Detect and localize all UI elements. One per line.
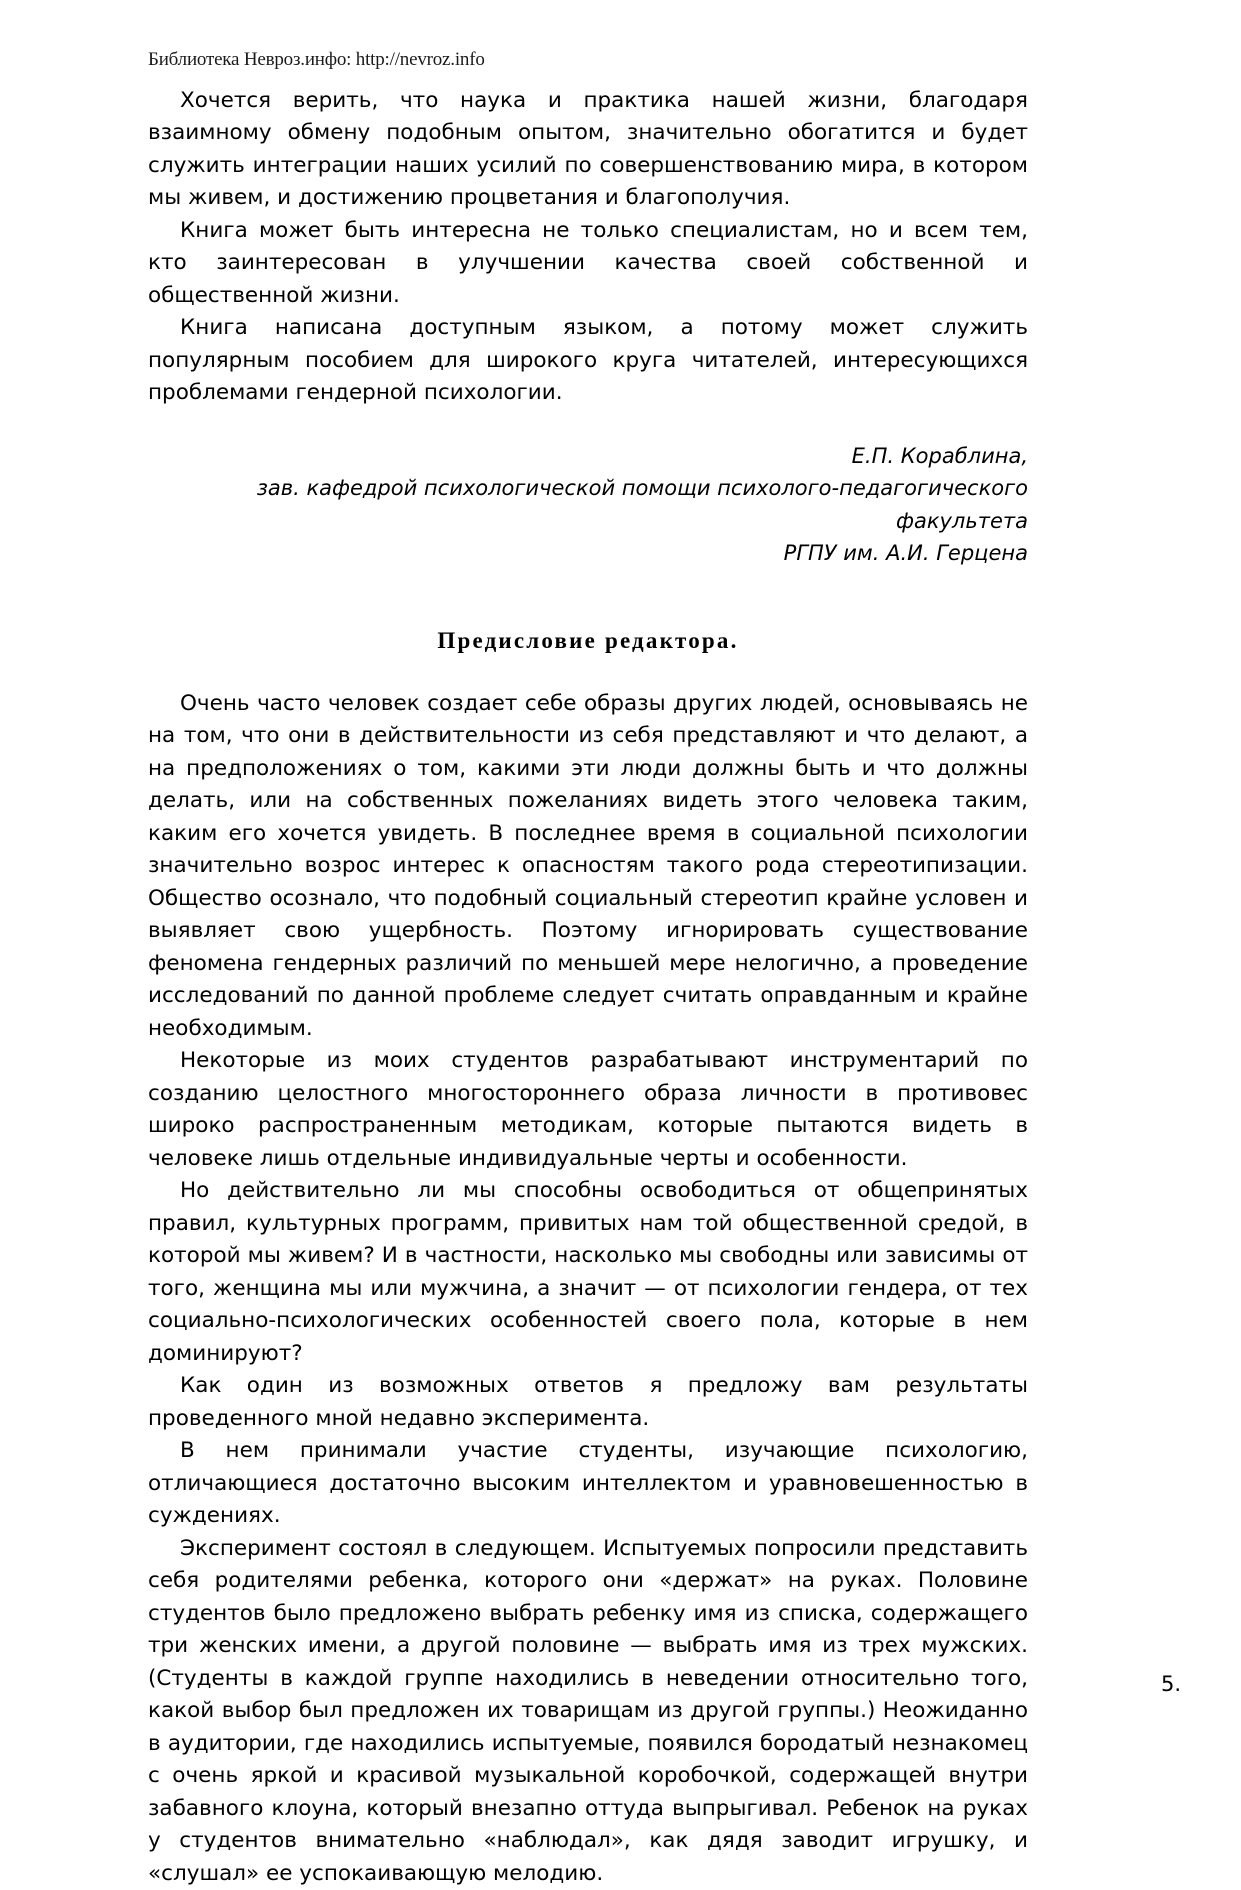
intro-section: [148, 85, 1028, 410]
paragraph: Книга написана доступным языком, а потому может служить популярным пособием для широкого круга читателей, интересующихся проблемами гендерной психологии.: [148, 315, 1028, 406]
page-number: 5.: [1160, 1672, 1181, 1696]
page-content: [148, 50, 1028, 1890]
signature-faculty: факультета: [896, 508, 1028, 533]
body-section: [148, 688, 1028, 1890]
paragraph: Эксперимент состоял в следующем. Испытуемых попросили представить себя родителями ребенка, которого они «держат» на руках. Половине студентов было предложено выбрать ребенку имя из списка, содержащего три женских имени, а другой половине — выбрать имя из трех мужских. (Студенты в каждой группе находились в неведении относительно того, какой выбор был предложен их товарищам из другой группы.) Неожиданно в аудитории, где находились испытуемые, появился бородатый незнакомец с очень яркой и красивой музыкальной коробочкой, содержащей внутри забавного клоуна, который внезапно оттуда выпрыгивал. Ребенок на руках у студентов внимательно «наблюдал», как дядя заводит игрушку, и «слушал» ее успокаивающую мелодию.: [148, 1535, 1028, 1886]
paragraph: В нем принимали участие студенты, изучающие психологию, отличающиеся достаточно высоким интеллектом и уравновешенностью в суждениях.: [148, 1438, 1028, 1529]
paragraph: Некоторые из моих студентов разрабатывают инструментарий по созданию целостного многостороннего образа личности в противовес широко распространенным методикам, которые пытаются видеть в человеке лишь отдельные индивидуальные черты и особенности.: [148, 1048, 1028, 1171]
paragraph: Как один из возможных ответов я предложу вам результаты проведенного мной недавно эксперимента.: [148, 1373, 1028, 1431]
section-heading: Предисловие редактора.: [437, 627, 739, 653]
paragraph: Хочется верить, что наука и практика нашей жизни, благодаря взаимному обмену подобным опытом, значительно обогатится и будет служить интеграции наших усилий по совершенствованию мира, в котором мы живем, и достижению процветания и благополучия.: [148, 87, 1028, 211]
running-head: Библиотека Невроз.инфо: http://nevroz.info: [148, 49, 485, 70]
paragraph: Книга может быть интересна не только специалистам, но и всем тем, кто заинтересован в улучшении качества своей собственной и общественной жизни.: [148, 217, 1028, 308]
signature-institution: РГПУ им. А.И. Герцена: [783, 541, 1028, 566]
paragraph: Очень часто человек создает себе образы других людей, основываясь не на том, что они в действительности из себя представляют и что делают, а на предположениях о том, какими эти люди должны быть и что должны делать, или на собственных пожеланиях видеть этого человека таким, каким его хочется увидеть. В последнее время в социальной психологии значительно возрос интерес к опасностям такого рода стереотипизации. Общество осознало, что подобный социальный стереотип крайне условен и выявляет свою ущербность. Поэтому игнорировать существование феномена гендерных различий по меньшей мере нелогично, а проведение исследований по данной проблеме следует считать оправданным и крайне необходимым.: [148, 690, 1028, 1041]
signature-name: Е.П. Кораблина,: [851, 443, 1028, 468]
signature-role: зав. кафедрой психологической помощи психолого-педагогического: [256, 476, 1028, 501]
signature-block: [148, 440, 1028, 570]
paragraph: Но действительно ли мы способны освободиться от общепринятых правил, культурных программ, привитых нам той общественной средой, в которой мы живем? И в частности, насколько мы свободны или зависимы от того, женщина мы или мужчина, а значит — от психологии гендера, от тех социально-психологических особенностей своего пола, которые в нем доминируют?: [148, 1178, 1028, 1366]
